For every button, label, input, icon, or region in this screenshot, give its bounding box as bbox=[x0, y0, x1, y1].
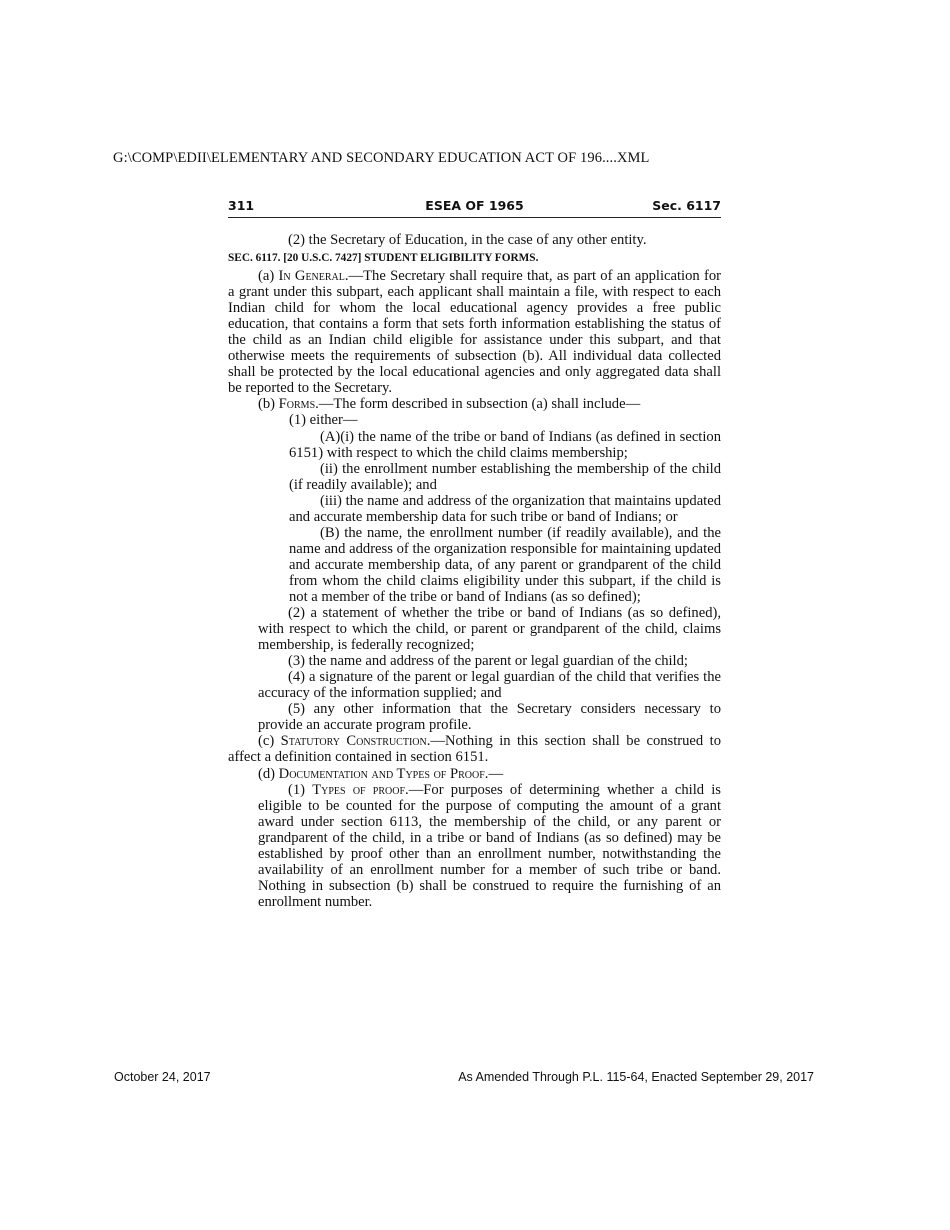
page-header bbox=[228, 197, 721, 218]
subsection-a bbox=[228, 268, 721, 396]
clause-b1-a-iii: (iii) the name and address of the organization that maintains updated and accurate membership data for such tribe or band of Indians; or bbox=[289, 492, 721, 525]
paragraph-d1-heading: Types of proof bbox=[312, 781, 406, 798]
subparagraph-b1-a-i: (A)(i) the name of the tribe or band of Indians (as defined in section 6151) with respect to which the child claims membership; bbox=[289, 428, 721, 461]
subsection-d bbox=[228, 766, 721, 782]
paragraph-b2: (2) a statement of whether the tribe or band of Indians (as so defined), with respect to which the child, or parent or grandparent of the child, claims membership, is federally recognized; bbox=[258, 605, 721, 654]
subsection-a-text: .—The Secretary shall require that, as part of an application for a grant under this subpart, each applicant shall maintain a file, with respect to each Indian child for whom the local educational agency provides a free public education, that contains a form that sets forth information establishing the status of the child as an Indian child eligible for assistance under this subpart, and that otherwise meets the requirements of subsection (b). All individual data collected shall be protected by the local educational agencies and only aggregated data shall be reported to the Secretary. bbox=[228, 268, 722, 397]
page-number: 311 bbox=[228, 198, 255, 213]
subsection-c bbox=[228, 733, 721, 765]
paragraph-secretary-of-education: (2) the Secretary of Education, in the case of any other entity. bbox=[288, 232, 647, 248]
running-title: ESEA OF 1965 bbox=[425, 198, 524, 213]
subsection-c-heading: Statutory Construction bbox=[280, 733, 427, 750]
section-reference: Sec. 6117 bbox=[652, 198, 721, 213]
paragraph-b3: (3) the name and address of the parent or legal guardian of the child; bbox=[288, 653, 688, 670]
subsection-b-text: .—The form described in subsection (a) shall include— bbox=[315, 396, 641, 413]
footer-date: October 24, 2017 bbox=[114, 1070, 211, 1084]
paragraph-d1 bbox=[228, 782, 721, 910]
statute-body bbox=[228, 232, 721, 910]
section-heading: SEC. 6117. [20 U.S.C. 7427] STUDENT ELIGIBILITY FORMS. bbox=[228, 252, 539, 265]
subsection-b-heading: Forms bbox=[278, 396, 316, 413]
subsection-c-label: (c) bbox=[258, 733, 281, 750]
paragraph-b5: (5) any other information that the Secretary considers necessary to provide an accurate program profile. bbox=[258, 701, 721, 734]
subparagraph-b1-b: (B) the name, the enrollment number (if readily available), and the name and address of the organization responsible for maintaining updated and accurate membership data, of any parent or grandparent of the child from whom the child claims eligibility under this subpart, if the child is not a member of the tribe or band of Indians (as so defined); bbox=[289, 524, 721, 605]
subsection-d-heading: Documentation and Types of Proof bbox=[278, 765, 485, 782]
subsection-d-text: .— bbox=[484, 765, 504, 782]
paragraph-d1-text: .—For purposes of determining whether a child is eligible to be counted for the purpose of computing the amount of a grant award under section 6113, the membership of the child, or any parent or grandparent of the child, in a tribe or band of Indians (as so defined) may be established by proof other than an enrollment number, notwithstanding the availability of an enrollment number for a member of such tribe or band. Nothing in subsection (b) shall be construed to require the furnishing of an enrollment number. bbox=[258, 781, 721, 910]
document-file-path: G:\COMP\EDII\ELEMENTARY AND SECONDARY EDUCATION ACT OF 196....XML bbox=[113, 150, 650, 166]
paragraph-d1-label: (1) bbox=[288, 781, 313, 798]
subsection-b bbox=[228, 396, 721, 412]
subsection-d-label: (d) bbox=[258, 765, 279, 782]
paragraph-b1: (1) either— bbox=[289, 412, 358, 429]
footer-amendment-note: As Amended Through P.L. 115-64, Enacted September 29, 2017 bbox=[458, 1070, 814, 1084]
paragraph-b4: (4) a signature of the parent or legal guardian of the child that verifies the accuracy of the information supplied; and bbox=[258, 669, 721, 702]
subsection-c-text: .—Nothing in this section shall be construed to affect a definition contained in section 6151. bbox=[228, 733, 721, 766]
subsection-a-label: (a) bbox=[258, 268, 279, 285]
subsection-a-heading: In General bbox=[278, 268, 345, 285]
subsection-b-label: (b) bbox=[258, 396, 279, 413]
clause-b1-a-ii: (ii) the enrollment number establishing the membership of the child (if readily available); and bbox=[289, 460, 721, 493]
